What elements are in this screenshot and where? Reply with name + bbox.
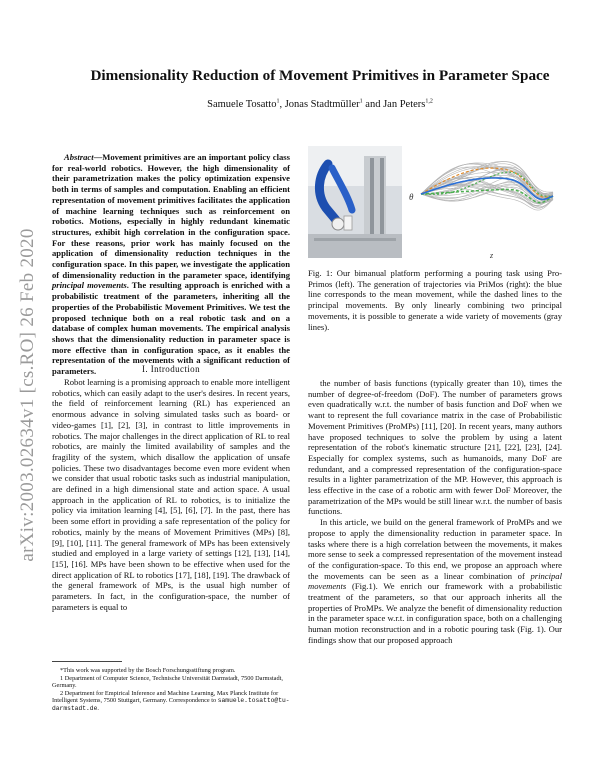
footnote-affiliation-2-text: 2 Department for Empirical Inference and Machine Learning, Max Planck Institute for Intelligent Systems, 7500 Stuttgart, Germany. Correspondence to [52,689,279,705]
intro-right-paragraph-2-b: (Fig.1). We enrich our framework with a probabilistic treatment of the parameters, so that our approach inherits all the properties of ProMPs. We analyze the benefit of dimensionality reduction in the parameter space w.r.t. in configuration space, both on a challenging human motion reconstruction and in a robotic pouring task (Fig. 1). Our findings show that our proposed approach [308,581,562,645]
abstract-text-1: Movement primitives are an important policy class for real-world robotics. However, the high dimensionality of their parametrization makes the policy optimization expensive both in terms of samples and computation. Enabling an efficient representation of movement primitives facilitates the application of machine learning techniques such as reinforcement on robotics. Motions, especially in highly redundant kinematic structures, exhibit high correlation in the configuration space. For these reasons, prior work has mainly focused on the application of dimensionality reduction techniques in the configuration space. In this paper, we investigate the application of dimensionality reduction in the parameter space, identifying [52,152,290,280]
figure-caption: Fig. 1: Our bimanual platform performing a pouring task using Pro-Primos (left). The generation of trajectories via PriMos (right): the blue line corresponds to the mean movement, while the dashed lines to the principal movements. By only linearly combining two principal movements, it is possible to generate a wide variety of movements (gray lines). [308,268,562,332]
author-list [40,99,600,110]
author-2-affiliation: 1 [359,98,363,105]
abstract-text-2: . The resulting approach is enriched with a probabilistic treatment of the parameters, inheriting all the properties of the Probabilistic Movement Primitives. We test the proposed technique both on a real robotic task and on a database of complex human movements. The empirical analysis shows that the dimensionality reduction in parameter space is more effective than in configuration space, as it enables the representation of the movements with a significant reduction of parameters. [52,280,290,377]
intro-left-column: Robot learning is a promising approach to enable more intelligent robotics, which can easily adapt to the user's desires. In recent years, the field of reinforcement learning (RL) has experienced an enormous advance in solving simulated tasks such as board- or video-games [1], [2], [3], in contrast to little improvements in robotics. The major challenges in the direct application of RL to real robotics, are mainly the limited availability of samples and the fragility of the system, which disallow the application of unsafe policies. These two disadvantages become even more evident when we consider that usual robotic tasks such as industrial manipulation, are defined in a high dimensional state and action space. A usual approach in the application of RL to robotics, is to initialize the policy via imitation learning [4], [5], [6], [7]. In the past, there has been some effort in providing a safe representation of the policy for robotics, mainly by the means of Movement Primitives (MPs) [8], [9], [10], [11]. The general framework of MPs has been extensively studied and employed in a large variety of settings [12], [13], [14], [15], [16]. MPs have been shown to be effective when used for the direct application of RL to robotics [17], [18], [19]. The drawback of the general framework of MPs, is the usual high number of parameters. In fact, in the configuration-space, the number of parameters is equal to [52,377,291,612]
footnote-affiliation-2 [52,690,290,713]
author-3: and Jan Peters [362,99,426,110]
author-2: , Jonas Stadtmüller [279,99,360,110]
correspondence-email: samuele.tosatto@tu-darmstadt.de [52,697,290,712]
table [308,234,402,258]
footnote-funding: *This work was supported by the Bosch Forschungsstiftung program. [60,667,236,674]
paper-title: Dimensionality Reduction of Movement Primitives in Parameter Space [90,67,550,84]
intro-right-paragraph-1: the number of basis functions (typically greater than 10), times the number of degree-of-freedom (DoF). The number of parameters grows even quadratically w.r.t. the number of basis function and DoF when we want to represent the full covariance matrix in the case of Probabilistic Movement Primitives (ProMPs) [11], [20]. In recent years, many authors have proposed techniques to solve the problem by using a latent representation of the robot's kinematic structure [21], [22], [23], [24]. Especially for complex systems, such as humanoids, many DoF are redundant, and a compressed representation of the configuration-space results in a lighter parametrization of the MP. However, this approach is less effective in the case of a robotic arm with fewer DoF Moreover, the parametrization of the MPs would be still linear w.r.t. the number of basis functions. [308,378,562,517]
footnote-affiliation-1: 1 Department of Computer Science, Technische Universität Darmstadt, 7500 Darmstadt, Germany. [52,674,283,690]
author-3-affiliation: 1,2 [425,98,433,105]
abstract-emphasis: principal movements [52,280,127,291]
section-heading-introduction: I. Introduction [142,364,200,374]
intro-right-column [308,378,562,646]
table-edge [314,238,396,241]
trajectory-lines [421,161,553,210]
abstract-dash: — [93,152,103,162]
cup [344,216,352,230]
x-axis-label: z [490,251,494,260]
footnotes [52,667,290,713]
footnote-affiliation-2-end: . [97,704,99,712]
robot-photo [308,146,402,258]
author-1-affiliation: 1 [276,98,280,105]
intro-right-emphasis: principal movements [308,570,562,592]
y-axis-label: θ [409,192,414,202]
robot-tower-rail [370,158,374,236]
trajectory-plot [403,146,559,262]
robot-tower-rail-2 [380,158,384,236]
intro-right-paragraph-2 [308,517,562,645]
author-1: Samuele Tosatto [207,99,277,110]
arxiv-identifier: arXiv:2003.02634v1 [cs.RO] 26 Feb 2020 [17,228,38,562]
footnote-rule [52,661,122,662]
abstract [52,152,290,377]
abstract-label: Abstract [64,152,94,162]
intro-right-paragraph-2-a: In this article, we build on the general framework of ProMPs and we propose to apply the dimensionality reduction in parameter space. In tasks where there is a high correlation between the movements, it makes more sense to seek a compressed representation of the movement instead of the configuration-space. To this end, we propose an approach where the movements can be seen as a linear combination of [308,517,562,581]
arxiv-sidebar-stamp [8,200,48,590]
robot-hand [332,218,344,230]
